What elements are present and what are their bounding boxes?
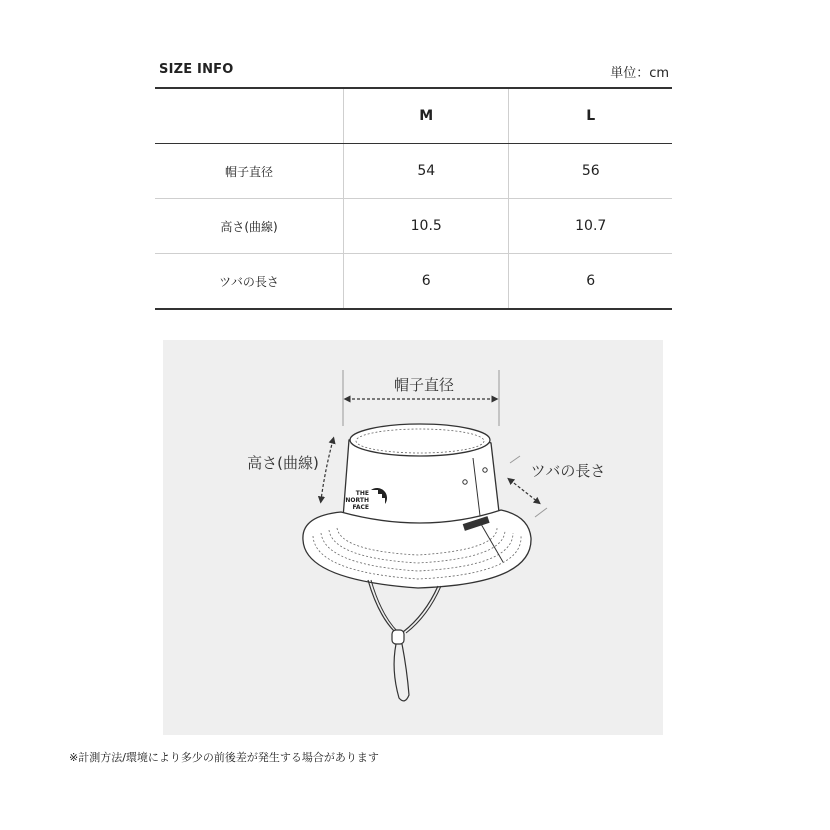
logo-line-3: FACE bbox=[352, 504, 369, 511]
row-label: 帽子直径 bbox=[155, 144, 344, 199]
brim-guide-top bbox=[510, 456, 520, 463]
column-header-l: L bbox=[509, 88, 672, 144]
table-row bbox=[155, 254, 672, 310]
hat-diagram bbox=[163, 340, 663, 735]
size-table bbox=[155, 87, 672, 310]
cell-value: 6 bbox=[344, 254, 509, 310]
row-label: ツバの長さ bbox=[155, 254, 344, 310]
height-label: 高さ(曲線) bbox=[247, 454, 319, 472]
diameter-label: 帽子直径 bbox=[393, 376, 455, 394]
unit-label: 単位：cm bbox=[610, 66, 669, 81]
cell-value: 56 bbox=[509, 144, 672, 199]
cell-value: 10.7 bbox=[509, 199, 672, 254]
row-label: 高さ(曲線) bbox=[155, 199, 344, 254]
brim-guide-bottom bbox=[535, 508, 547, 517]
table-row bbox=[155, 199, 672, 254]
chin-strap bbox=[368, 580, 441, 701]
cell-value: 10.5 bbox=[344, 199, 509, 254]
hat-illustration bbox=[163, 340, 663, 735]
table-header-row bbox=[155, 88, 672, 144]
cell-value: 6 bbox=[509, 254, 672, 310]
column-header-empty bbox=[155, 88, 344, 144]
column-header-m: M bbox=[344, 88, 509, 144]
cell-value: 54 bbox=[344, 144, 509, 199]
brim-label: ツバの長さ bbox=[530, 462, 606, 480]
logo-line-1: THE bbox=[355, 490, 369, 497]
logo-line-2: NORTH bbox=[345, 497, 369, 504]
measurement-note: ※計測方法/環境により多少の前後差が発生する場合があります bbox=[69, 751, 379, 764]
brim-arrow bbox=[510, 480, 538, 502]
table-row bbox=[155, 144, 672, 199]
height-arrow bbox=[321, 440, 333, 500]
size-info-title: SIZE INFO bbox=[159, 62, 234, 77]
